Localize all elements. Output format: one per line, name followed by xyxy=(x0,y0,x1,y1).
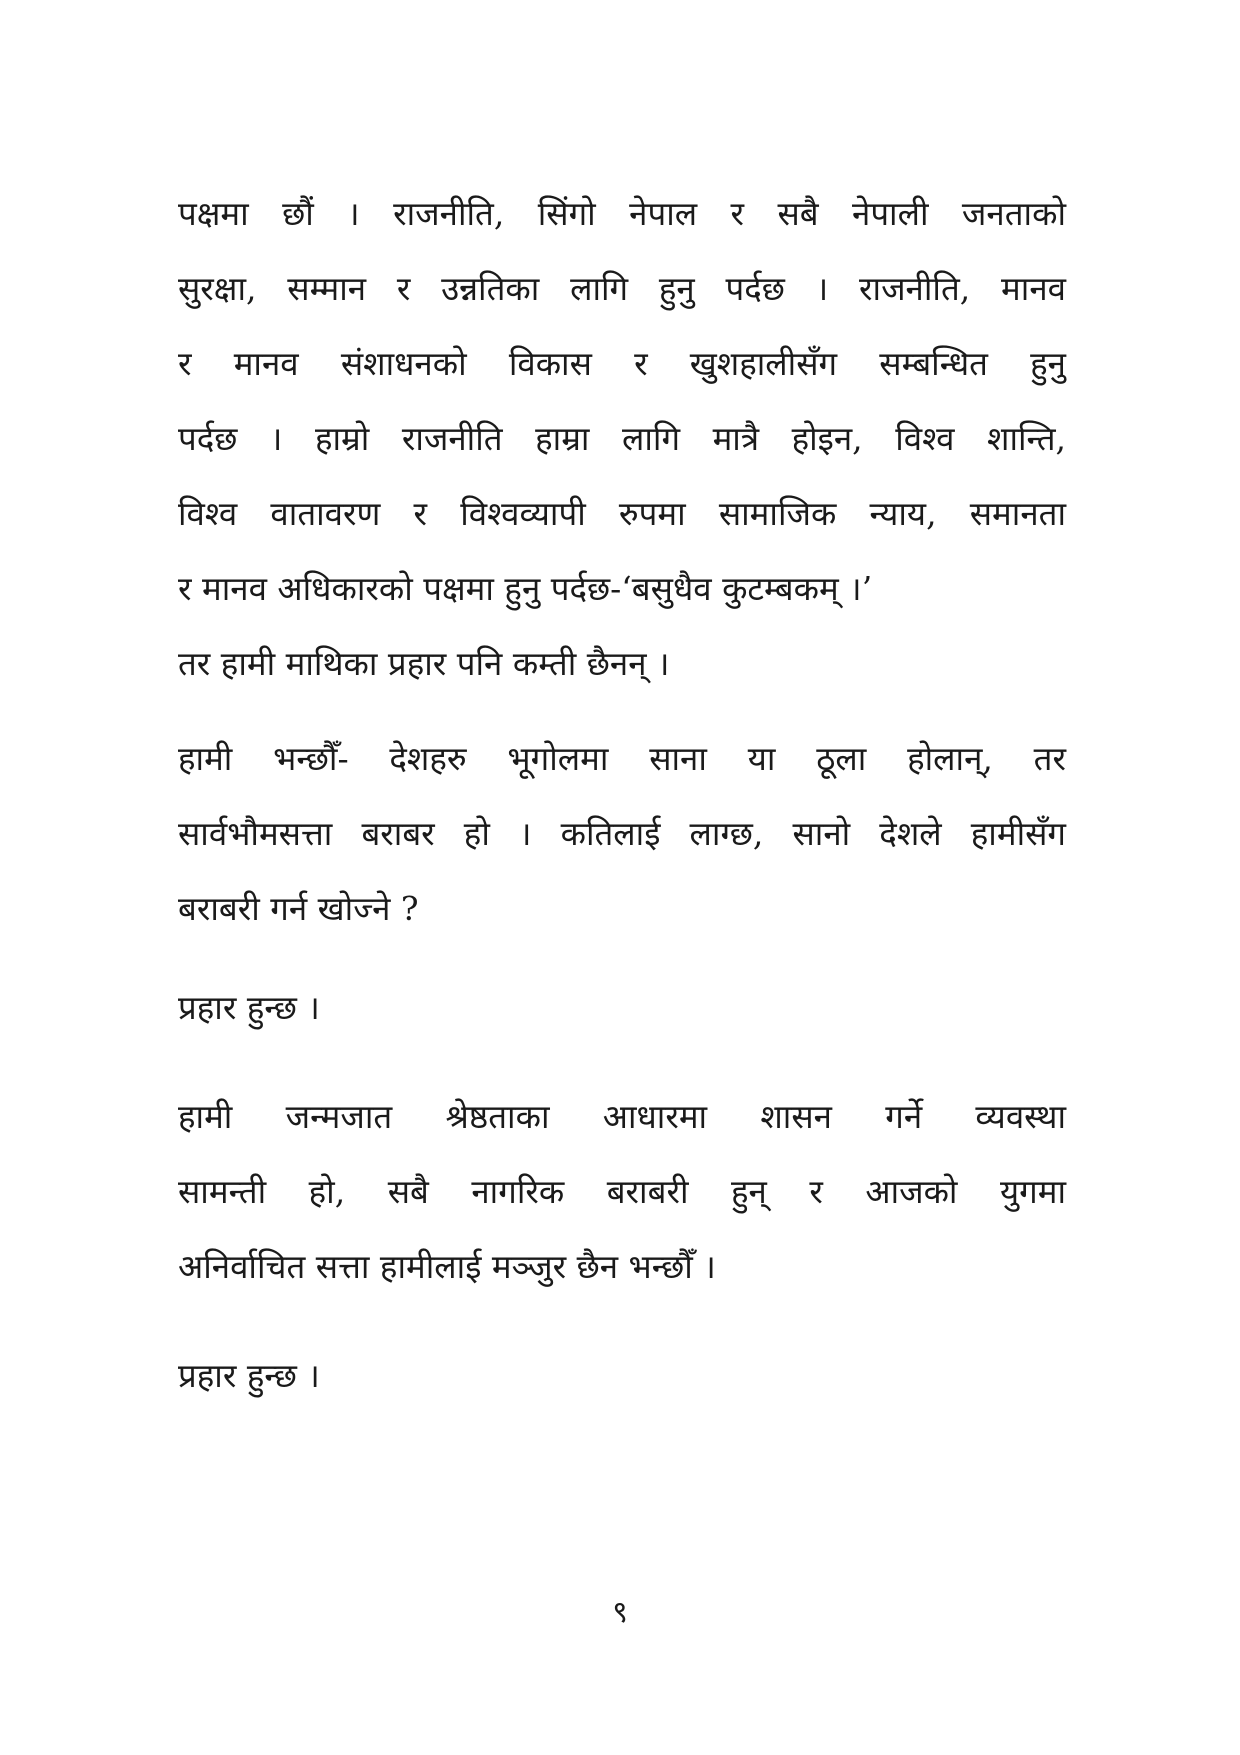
paragraph-4-line-3: अनिर्वाचित सत्ता हामीलाई मञ्जुर छैन भन्छौँ । xyxy=(178,1247,716,1286)
paragraph-2-line-3: बराबरी गर्न खोज्ने ? xyxy=(178,889,419,928)
paragraph-2 xyxy=(178,721,1066,946)
paragraph-1-line-6: र मानव अधिकारको पक्षमा हुनु पर्दछ-‘बसुधैव कुटम्बकम् ।’ xyxy=(178,569,873,608)
paragraph-1-line-4: पर्दछ । हाम्रो राजनीति हाम्रा लागि मात्रै होइन, विश्व शान्ति, xyxy=(178,419,1066,458)
paragraph-1-line-1: पक्षमा छौं । राजनीति, सिंगो नेपाल र सबै नेपाली जनताको xyxy=(178,194,1066,233)
paragraph-2-line-2: सार्वभौमसत्ता बराबर हो । कतिलाई लाग्छ, सानो देशले हामीसँग xyxy=(178,814,1066,853)
paragraph-4-line-2: सामन्ती हो, सबै नागरिक बराबरी हुन् र आजको युगमा xyxy=(178,1172,1066,1211)
paragraph-4 xyxy=(178,1079,1066,1304)
paragraph-5-line-1: प्रहार हुन्छ । xyxy=(178,1356,320,1395)
paragraph-5 xyxy=(178,1338,1066,1413)
paragraph-4-line-1: हामी जन्मजात श्रेष्ठताका आधारमा शासन गर्ने व्यवस्था xyxy=(178,1097,1066,1136)
paragraph-1 xyxy=(178,176,1066,701)
document-body xyxy=(178,176,1066,1413)
paragraph-1-line-3: र मानव संशाधनको विकास र खुशहालीसँग सम्बन्धित हुनु xyxy=(178,344,1066,383)
paragraph-1-line-5: विश्व वातावरण र विश्वव्यापी रुपमा सामाजिक न्याय, समानता xyxy=(178,494,1066,533)
paragraph-1-line-7: तर हामी माथिका प्रहार पनि कम्ती छैनन् । xyxy=(178,644,670,683)
page-number: ९ xyxy=(612,1595,628,1630)
paragraph-1-line-2: सुरक्षा, सम्मान र उन्नतिका लागि हुनु पर्दछ । राजनीति, मानव xyxy=(178,269,1066,308)
paragraph-3-line-1: प्रहार हुन्छ । xyxy=(178,988,320,1027)
paragraph-2-line-1: हामी भन्छौँ- देशहरु भूगोलमा साना या ठूला होलान्, तर xyxy=(178,739,1066,778)
paragraph-3 xyxy=(178,970,1066,1045)
